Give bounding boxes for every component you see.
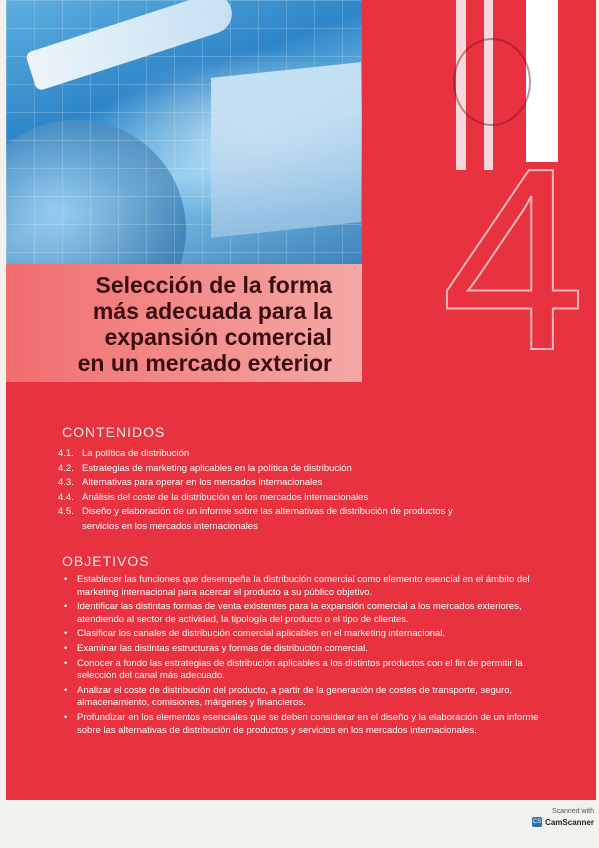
- objective-text: Analizar el coste de distribución del producto, a partir de la generación de costes de transporte, seguro, almacenamiento, comisiones, márgenes y financieros.: [77, 684, 513, 709]
- library-stamp: [453, 38, 531, 126]
- contents-item-number: 4.2.: [58, 462, 74, 474]
- watermark-caption: Scanned with: [551, 808, 594, 815]
- truck-image: [211, 62, 361, 238]
- contents-item-number: 4.3.: [58, 477, 74, 488]
- contents-item: [58, 447, 498, 462]
- objective-text: Identificar las distintas formas de venta existentes para la expansión comercial a los mercados exteriores, atendiendo al sector de actividad, la tipología del producto o el tipo de clientes.: [77, 601, 522, 625]
- objective-text: Profundizar en los elementos esenciales que se deben considerar en el diseño y la elaboración de un informe sobre las alternativas de distribución de productos y servicios en los mercados internacionales.: [77, 711, 539, 736]
- objectives-heading: OBJETIVOS: [62, 553, 150, 569]
- contents-item: [58, 476, 498, 491]
- contents-item: [58, 462, 498, 477]
- objective-item: [64, 712, 544, 737]
- title-line: en un mercado exterior: [77, 350, 332, 376]
- cover-photo: [6, 0, 362, 272]
- contents-item: [58, 505, 498, 534]
- bullet-icon: •: [64, 601, 68, 613]
- title-line: más adecuada para la: [92, 298, 332, 324]
- watermark-brand-row: [520, 817, 594, 827]
- bullet-icon: •: [64, 684, 68, 696]
- objective-item: [64, 685, 544, 710]
- contents-item-number: 4.4.: [58, 491, 74, 503]
- objective-text: Examinar las distintas estructuras y formas de distribución comercial.: [77, 642, 368, 654]
- scanner-watermark: [520, 808, 594, 827]
- contents-item-text: Estrategias de marketing aplicables en la política de distribución: [82, 462, 352, 474]
- watermark-brand: CamScanner: [545, 817, 594, 827]
- chapter-title: [78, 272, 332, 376]
- contents-item-text: Alternativas para operar en los mercados internacionales: [82, 477, 323, 488]
- objective-item: [64, 658, 544, 683]
- title-band: [6, 264, 362, 382]
- contents-list: [58, 447, 498, 534]
- contents-heading: CONTENIDOS: [62, 424, 166, 440]
- bullet-icon: •: [64, 628, 68, 640]
- objective-text: Clasificar los canales de distribución comercial aplicables en el marketing internacional.: [77, 628, 446, 640]
- book-page: [6, 0, 596, 800]
- contents-item-number: 4.5.: [58, 506, 74, 517]
- contents-item: [58, 491, 498, 506]
- objective-text: Establecer las funciones que desempeña la distribución comercial como elemento esencial en el ámbito del marketing internacional para acercar el producto a su público objetivo.: [77, 574, 530, 598]
- contents-item-text: La política de distribución: [82, 448, 190, 459]
- objective-text: Conocer a fondo las estrategias de distribución aplicables a los distintos productos con el fin de permitir la selección del canal más adecuado.: [77, 657, 523, 682]
- objective-item: [64, 601, 544, 626]
- bullet-icon: •: [64, 711, 68, 723]
- bullet-icon: •: [64, 642, 68, 654]
- contents-item-text: Análisis del coste de la distribución en los mercados internacionales: [82, 491, 369, 503]
- objective-item: [64, 643, 544, 656]
- objectives-list: [64, 574, 544, 739]
- contents-item-number: 4.1.: [58, 448, 74, 459]
- bullet-icon: •: [64, 657, 68, 669]
- camscanner-logo-icon: CS: [532, 819, 542, 825]
- title-line: expansión comercial: [104, 324, 332, 350]
- chapter-number: 4: [441, 115, 586, 405]
- contents-item-text: Diseño y elaboración de un informe sobre las alternativas de distribución de productos y servicios en los mercados internacionales: [82, 506, 453, 532]
- objective-item: [64, 628, 544, 641]
- objective-item: [64, 574, 544, 599]
- title-line: Selección de la forma: [95, 272, 332, 298]
- bullet-icon: •: [64, 574, 68, 585]
